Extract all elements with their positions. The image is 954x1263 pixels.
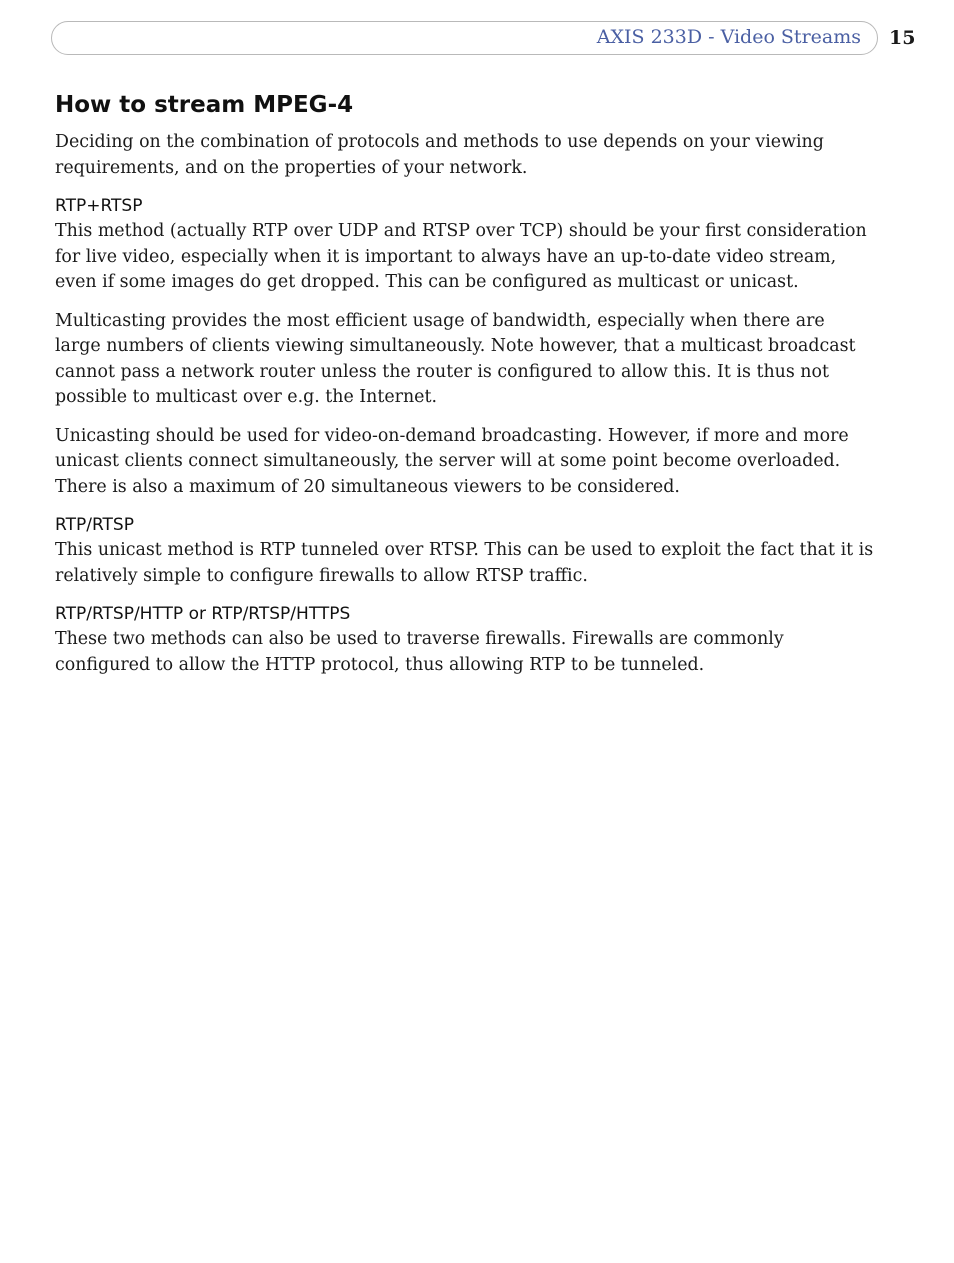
page-number: 15 <box>889 27 916 49</box>
unicast-paragraph: Unicasting should be used for video-on-demand broadcasting. However, if more and more unicast clients connect simultaneously, the server will at some point become overloaded. There is also a maximum of 20 simultaneous viewers to be considered. <box>55 425 849 497</box>
rtp-over-rtsp-heading: RTP/RTSP <box>55 515 134 535</box>
section-title: How to stream MPEG-4 <box>55 92 354 118</box>
rtp-http-subsection <box>55 602 875 678</box>
running-header <box>51 21 878 55</box>
intro-paragraph: Deciding on the combination of protocols and methods to use depends on your viewing requirements, and on the properties of your network. <box>55 132 824 178</box>
rtp-over-rtsp-paragraph: This unicast method is RTP tunneled over RTSP. This can be used to exploit the fact that it is relatively simple to configure firewalls to allow RTSP traffic. <box>55 540 874 586</box>
header-title: AXIS 233D - Video Streams <box>596 26 861 48</box>
main-content <box>55 90 875 691</box>
rtp-rtsp-paragraph-1: This method (actually RTP over UDP and RTSP over TCP) should be your first consideration for live video, especially when it is important to always have an up-to-date video stream, even if some images do get dropped. This can be configured as multicast or unicast. <box>55 221 867 292</box>
rtp-rtsp-subsection <box>55 194 875 296</box>
multicast-paragraph: Multicasting provides the most efficient usage of bandwidth, especially when there are large numbers of clients viewing simultaneously. Note however, that a multicast broadcast cannot pass a network router unless the router is configured to allow this. It is thus not possible to multicast over e.g. the Internet. <box>55 310 856 407</box>
rtp-rtsp-heading: RTP+RTSP <box>55 196 143 216</box>
rtp-http-paragraph: These two methods can also be used to traverse firewalls. Firewalls are commonly configured to allow the HTTP protocol, thus allowing RTP to be tunneled. <box>55 629 784 675</box>
rtp-over-rtsp-subsection <box>55 513 875 589</box>
rtp-http-heading: RTP/RTSP/HTTP or RTP/RTSP/HTTPS <box>55 604 351 624</box>
